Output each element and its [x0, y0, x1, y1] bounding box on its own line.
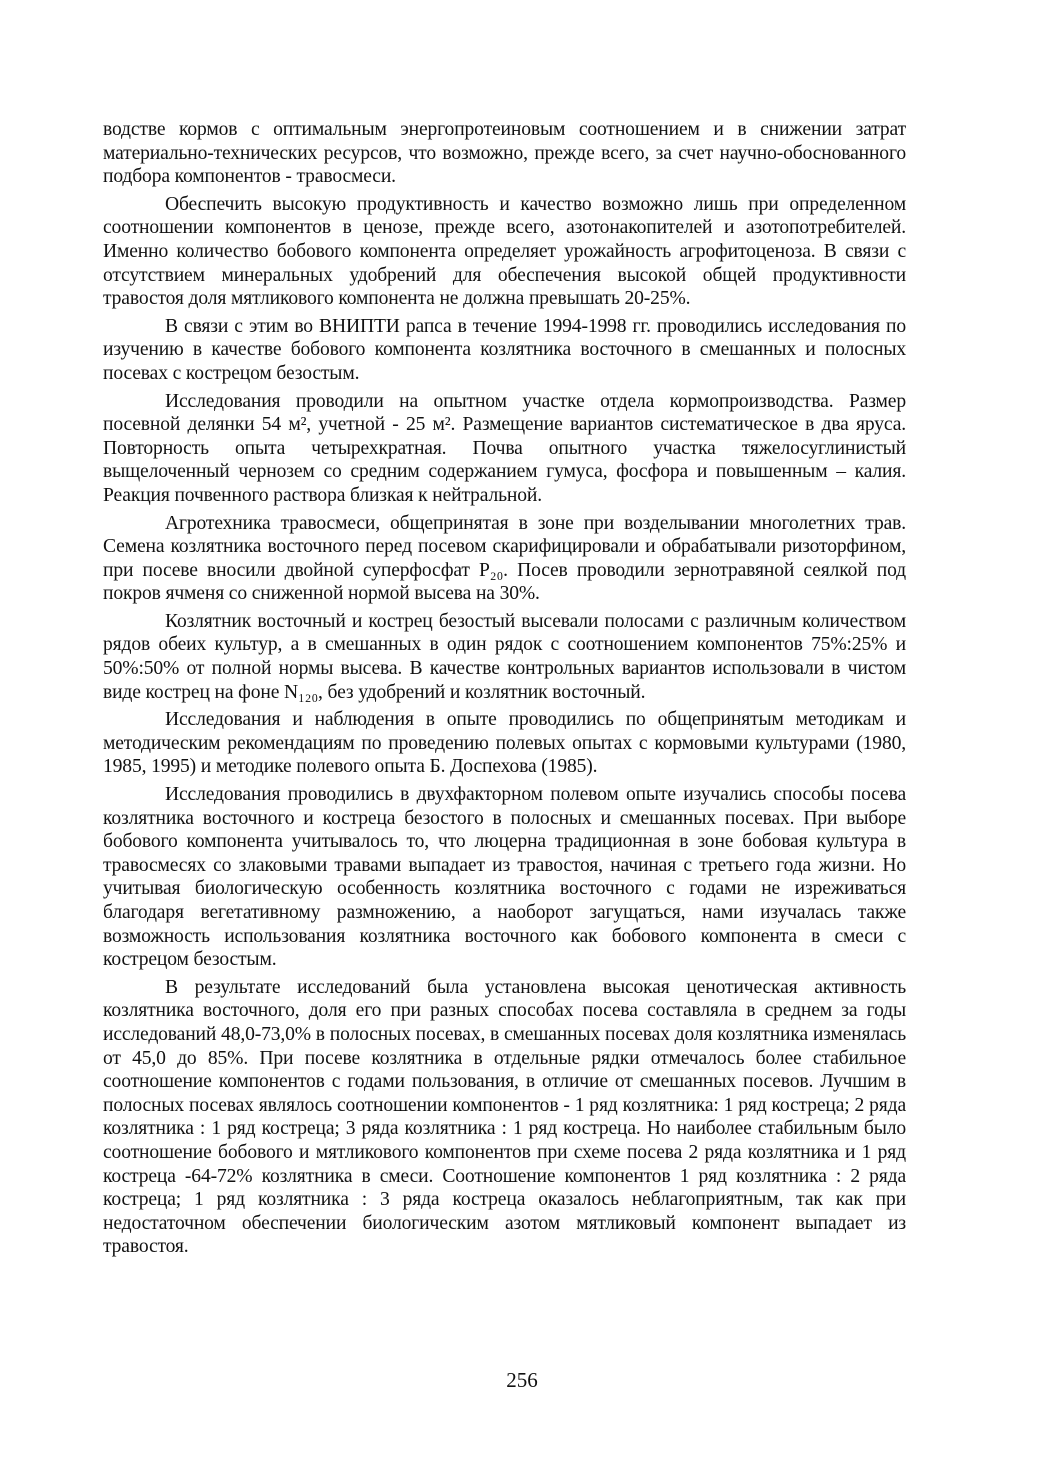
paragraph-plot-conditions: Исследования проводили на опытном участке отдела кормопроизводства. Размер посевной делянки 54 м², учетной - 25 м². Размещение вариантов систематическое в два яруса. Повторность опыта четырехкратная. Почва опытного участка тяжелосуглинистый выщелоченный чернозем со средним содержанием гумуса, фосфора и повышенным – калия. Реакция почвенного раствора близкая к нейтральной.: [103, 390, 906, 506]
page-body: [103, 118, 906, 1263]
page-number: 256: [506, 1368, 538, 1392]
paragraph-continuation: водстве кормов с оптимальным энергопротеиновым соотношением и в снижении затрат материально-технических ресурсов, что возможно, прежде всего, за счет научно-обоснованного подбора компонентов - травосмеси.: [103, 119, 906, 188]
paragraph-sowing-scheme: Козлятник восточный и кострец безостый высевали полосами с различным количеством рядов обеих культур, а в смешанных в один рядок с соотношением компонентов 75%:25% и 50%:50% от полной нормы высева. В качестве контрольных вариантов использовали в чистом виде кострец на фоне N₁₂₀, без удобрений и козлятник восточный.: [103, 610, 906, 703]
paragraph-research-intro: В связи с этим во ВНИПТИ рапса в течение 1994-1998 гг. проводились исследования по изучению в качестве бобового компонента козлятника восточного в смешанных и полосных посевах с кострецом безостым.: [103, 315, 906, 384]
paragraph-results: В результате исследований была установлена высокая ценотическая активность козлятника восточного, доля его при разных способах посева составляла в среднем за годы исследований 48,0-73,0% в полосных посевах, в смешанных посевах доля козлятника изменялась от 45,0 до 85%. При посеве козлятника в отдельные рядки отмечалось более стабильное соотношение компонентов с годами пользования, в отличие от смешанных посевов. Лучшим в полосных посевах являлось соотношении компонентов - 1 ряд козлятника: 1 ряд костреца; 2 ряда козлятника : 1 ряд костреца; 3 ряда козлятника : 1 ряд костреца. Но наиболее стабильным было соотношение бобового и мятликового компонентов при схеме посева 2 ряда козлятника и 1 ряд костреца -64-72% козлятника в смеси. Соотношение компонентов 1 ряд козлятника : 2 ряда костреца; 1 ряд козлятника : 3 ряда костреца оказалось неблагоприятным, так как при недостаточном обеспечении биологическим азотом мятликовый компонент выпадает из травостоя.: [103, 976, 906, 1258]
paragraph-productivity: Обеспечить высокую продуктивность и качество возможно лишь при определенном соотношении компонентов в ценозе, прежде всего, азотонакопителей и азотопотребителей. Именно количество бобового компонента определяет урожайность агрофитоценоза. В связи с отсутствием минеральных удобрений для обеспечения высокой общей продуктивности травостоя доля мятликового компонента не должна превышать 20-25%.: [103, 193, 906, 310]
paragraph-two-factor-experiment: Исследования проводились в двухфакторном полевом опыте изучались способы посева козлятника восточного и костреца безостого в полосных и смешанных посевах. При выборе бобового компонента учитывалось то, что люцерна традиционная в зоне бобовая культура в травосмесях со злаковыми травами выпадает из травостоя, начиная с третьего года жизни. Но учитывая биологическую особенность козлятника восточного с годами не изреживаться благодаря вегетативному размножению, а наоборот загущаться, нами изучалась также возможность использования козлятника восточного как бобового компонента в смеси с кострецом безостым.: [103, 784, 906, 971]
paragraph-methods: Исследования и наблюдения в опыте проводились по общепринятым методикам и методическим рекомендациям по проведению полевых опытах с кормовыми культурами (1980, 1985, 1995) и методике полевого опыта Б. Доспехова (1985).: [103, 709, 906, 778]
paragraph-agrotechnics: Агротехника травосмеси, общепринятая в зоне при возделывании многолетних трав. Семена козлятника восточного перед посевом скарифицировали и обрабатывали ризоторфином, при посеве вносили двойной суперфосфат P₂₀. Посев проводили зернотравяной сеялкой под покров ячменя со сниженной нормой высева на 30%.: [103, 512, 906, 605]
